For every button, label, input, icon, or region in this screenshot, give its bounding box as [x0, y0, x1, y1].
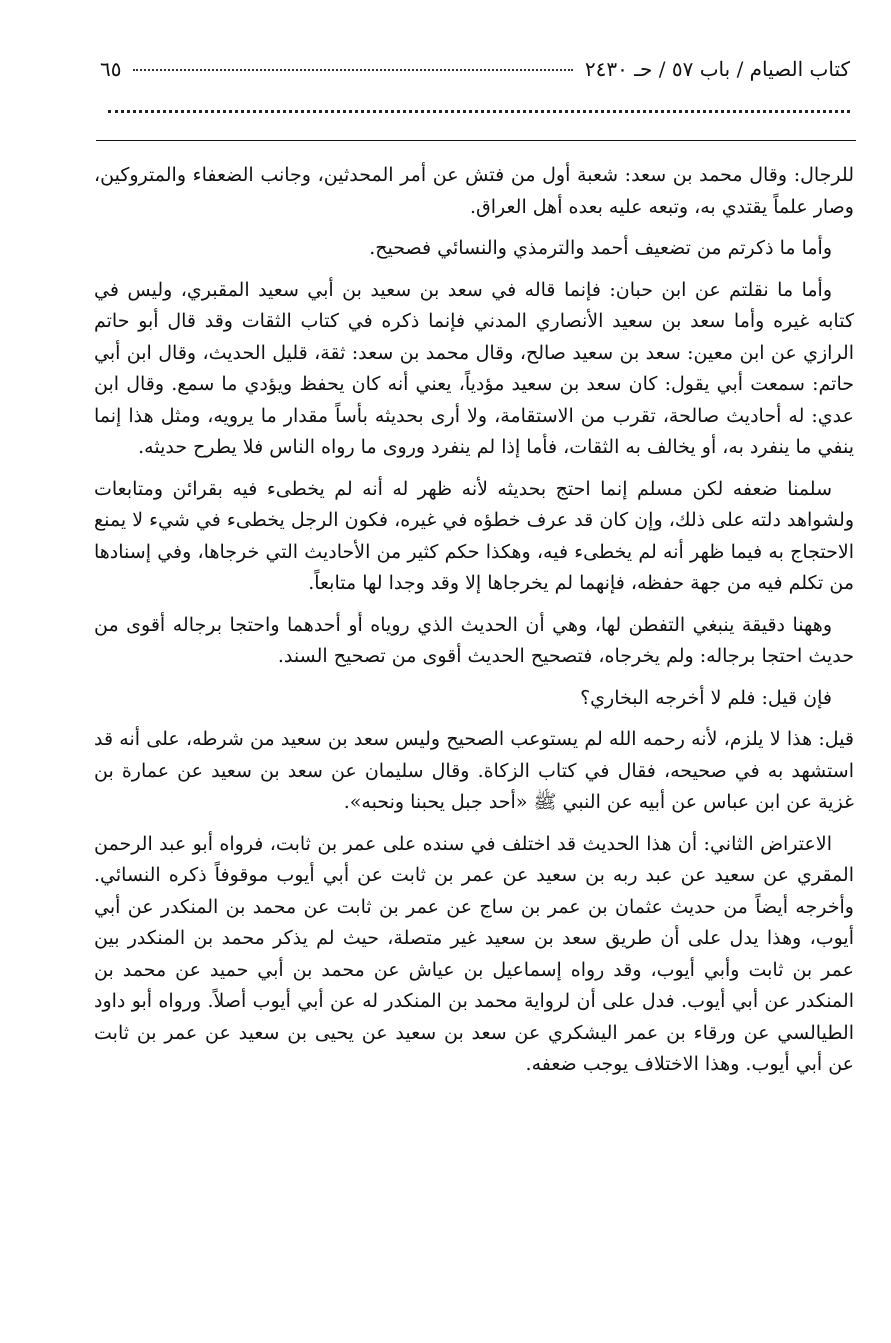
- paragraph: فإن قيل: فلم لا أخرجه البخاري؟: [580, 686, 832, 709]
- dotted-divider: [108, 110, 850, 113]
- paragraph: سلمنا ضعفه لكن مسلم إنما احتج بحديثه لأنه ظهر له أنه لم يخطىء فيه بقرائن ومتابعات ولشواهد دلته على ذلك، وإن كان قد عرف خطؤه في غيره، فكون الرجل يخطىء في شيء لا يمنع الاحتجاج به فيما ظهر أنه لم يخطىء فيه، وهكذا حكم كثير من الأحاديث التي خرجاها، وفي إسنادها من تكلم فيه من جهة حفظه، فإنهما لم يخرجاها إلا وقد وجدا لها متابعاً.: [94, 477, 854, 594]
- paragraph: وأما ما ذكرتم من تضعيف أحمد والترمذي والنسائي فصحيح.: [369, 237, 832, 259]
- paragraph: وأما ما نقلتم عن ابن حبان: فإنما قاله في سعد بن سعيد بن أبي سعيد المقبري، وليس في كتابه غيره وأما سعد بن سعيد الأنصاري المدني فإنما ذكره في كتاب الثقات وقد قال أبو حاتم الرازي عن ابن معين: سعد بن سعيد صالح، وقال محمد بن سعد: ثقة، قليل الحديث، وقال ابن أبي حاتم: سمعت أبي يقول: كان سعد بن سعيد مؤدياً، يعني أنه كان يحفظ ويؤدي ما سمع. وقال ابن عدي: له أحاديث صالحة، تقرب من الاستقامة، ولا أرى بحديثه بأساً مقدار ما يرويه، ومثل هذا إنما ينفي ما ينفرد به، أو يخالف به الثقات، فأما إذا لم ينفرد وروى ما رواه الناس فلا يطرح حديثه.: [94, 278, 854, 458]
- running-header: [100, 52, 850, 86]
- rule-divider: [96, 140, 856, 141]
- paragraph: الاعتراض الثاني: أن هذا الحديث قد اختلف في سنده على عمر بن ثابت، فرواه أبو عبد الرحمن المقري عن سعيد عن عبد ربه بن سعيد عن عمر بن ثابت عن أبي أيوب موقوفاً ذكره النسائي. وأخرجه أيضاً من حديث عثمان بن عمر بن ساج عن عمر بن ثابت عن محمد بن المنكدر عن أبي أيوب، وهذا يدل على أن طريق سعد بن سعيد غير متصلة، حيث لم يذكر محمد بن المنكدر بين عمر بن ثابت وأبي أيوب، وقد رواه إسماعيل بن عياش عن محمد بن أبي حميد عن محمد بن المنكدر عن أبي أيوب. فدل على أن لرواية محمد بن المنكدر له عن أبي أيوب أصلاً. ورواه أبو داود الطيالسي عن ورقاء بن عمر اليشكري عن سعد بن سعيد عن يحيى بن سعيد عن عمر بن ثابت عن أبي أيوب. وهذا الاختلاف يوجب ضعفه.: [94, 832, 854, 1075]
- running-title: كتاب الصيام / باب ٥٧ / حـ ٢٤٣٠: [584, 57, 850, 81]
- header-dot-leader: [133, 68, 572, 71]
- page-body: [94, 160, 854, 1091]
- page-number: ٦٥: [100, 57, 122, 81]
- paragraph: للرجال: وقال محمد بن سعد: شعبة أول من فتش عن أمر المحدثين، وجانب الضعفاء والمتروكين، وصار علماً يقتدي به، وتبعه عليه بعده أهل العراق.: [94, 164, 854, 218]
- paragraph: وههنا دقيقة ينبغي التفطن لها، وهي أن الحديث الذي روياه أو أحدهما واحتجا برجاله أقوى من حديث احتجا برجاله: ولم يخرجاه، فتصحيح الحديث أقوى من تصحيح السند.: [94, 613, 854, 667]
- paragraph: قيل: هذا لا يلزم، لأنه رحمه الله لم يستوعب الصحيح وليس سعد بن سعيد من شرطه، على أنه قد استشهد به في صحيحه، فقال في كتاب الزكاة. وقال سليمان عن سعد بن سعيد عن عمارة بن غزية عن ابن عباس عن أبيه عن النبي ﷺ «أحد جبل يحبنا ونحبه».: [94, 728, 854, 813]
